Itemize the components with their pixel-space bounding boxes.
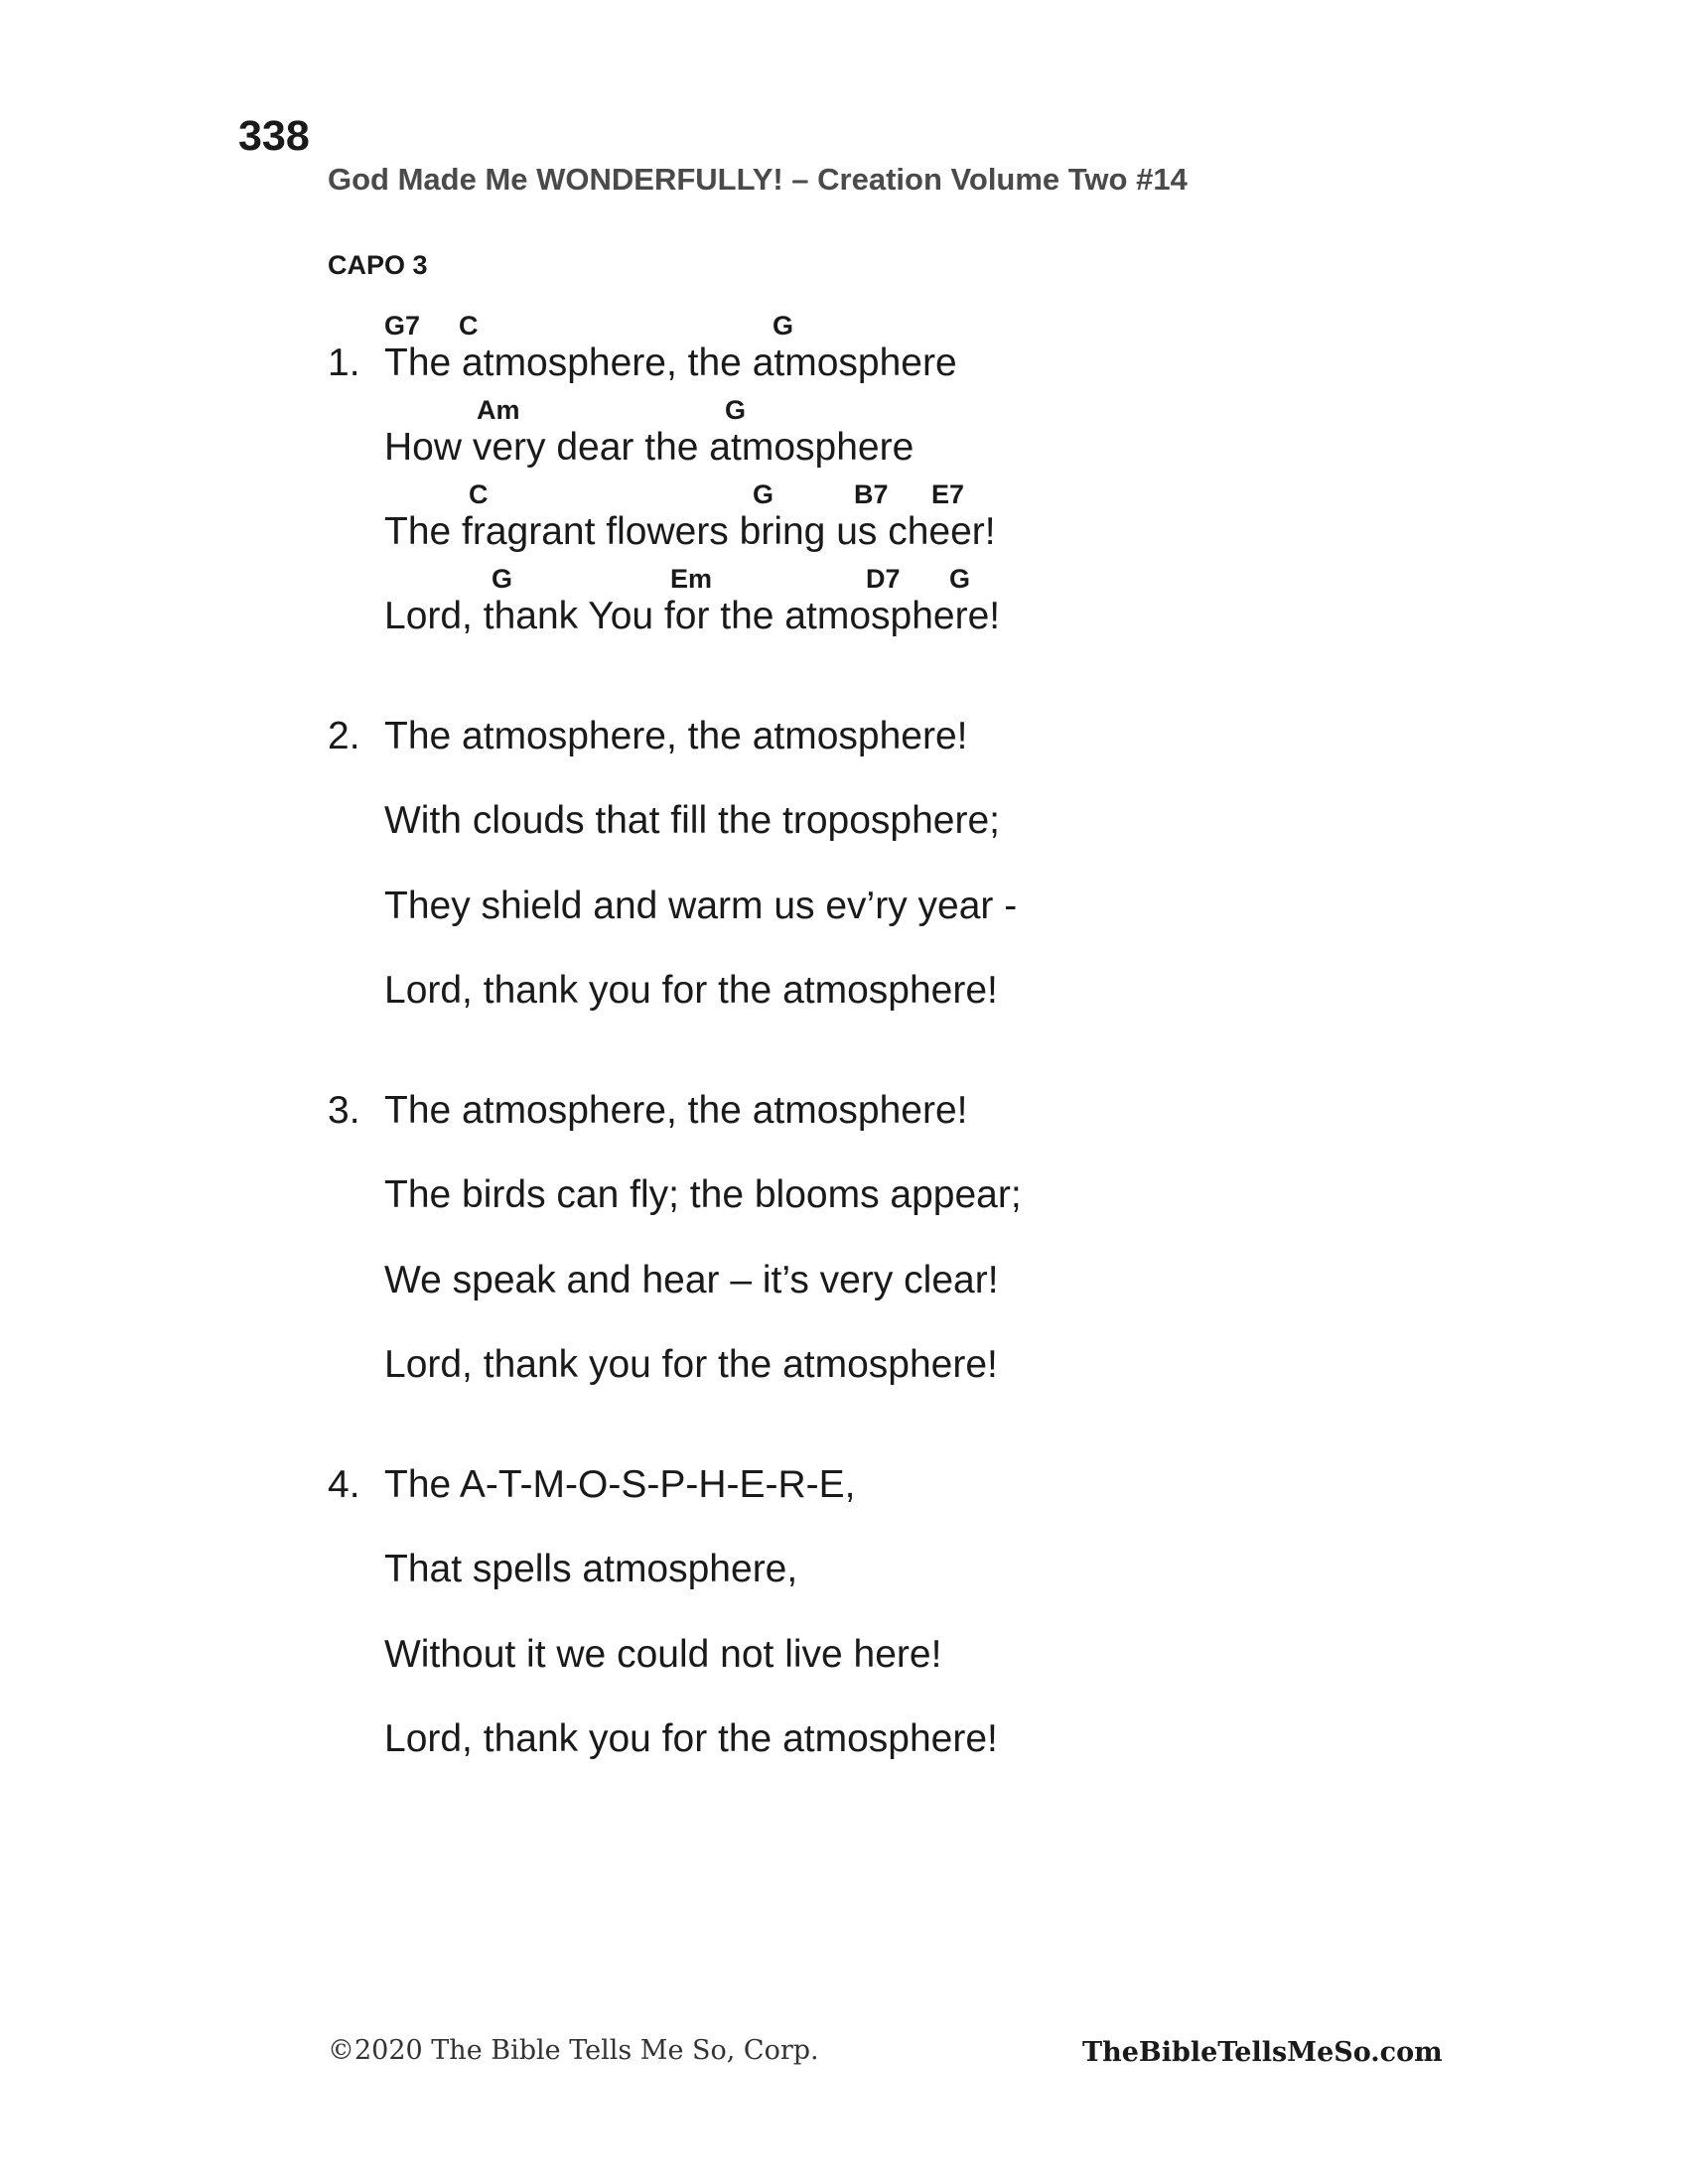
lyric-line: They shield and warm us ev’ry year - (384, 885, 1018, 927)
lyric-line: Without it we could not live here! (384, 1633, 942, 1676)
chord: Am (477, 395, 520, 425)
lyric-line: Lord, thank you for the atmosphere! (384, 969, 998, 1012)
lyric-line: The fragrant flowers bring us cheer! (384, 510, 996, 553)
lyric-line: With clouds that fill the troposphere; (384, 799, 1000, 842)
footer-copyright: ©2020 The Bible Tells Me So, Corp. (328, 2035, 819, 2066)
chord: G (492, 564, 513, 594)
lyric-line: Lord, thank you for the atmosphere! (384, 1343, 998, 1386)
chord: C (459, 311, 479, 341)
page-number: 338 (238, 112, 310, 160)
lyric-line: The birds can fly; the blooms appear; (384, 1173, 1022, 1216)
verse-number: 3. (328, 1089, 360, 1132)
chord: D7 (866, 564, 901, 594)
verse-number: 2. (328, 715, 360, 757)
lyric-line: Lord, thank you for the atmosphere! (384, 1717, 998, 1760)
verse-number: 4. (328, 1463, 360, 1506)
chord: Em (670, 564, 713, 594)
chord: G (753, 479, 774, 509)
footer-website[interactable]: TheBibleTellsMeSo.com (1082, 2037, 1443, 2068)
song-title: God Made Me WONDERFULLY! – Creation Volume Two #14 (328, 162, 1188, 197)
chord: G7 (384, 311, 421, 341)
chord: G (949, 564, 971, 594)
chord: G (773, 311, 794, 341)
lyric-line: The atmosphere, the atmosphere! (384, 715, 968, 757)
verse-number: 1. (328, 341, 360, 384)
capo-instruction: CAPO 3 (328, 250, 428, 280)
lyric-line: The A-T-M-O-S-P-H-E-R-E, (384, 1463, 856, 1506)
chord: E7 (931, 479, 965, 509)
lyric-line: That spells atmosphere, (384, 1548, 798, 1590)
lyric-line: How very dear the atmosphere (384, 426, 914, 469)
lyric-line: The atmosphere, the atmosphere! (384, 1089, 968, 1132)
lyric-line: The atmosphere, the atmosphere (384, 341, 957, 384)
chord: B7 (854, 479, 889, 509)
chord: G (725, 395, 747, 425)
chord: C (469, 479, 489, 509)
lyric-line: We speak and hear – it’s very clear! (384, 1259, 999, 1301)
lyric-line: Lord, thank You for the atmosphere! (384, 595, 1001, 637)
